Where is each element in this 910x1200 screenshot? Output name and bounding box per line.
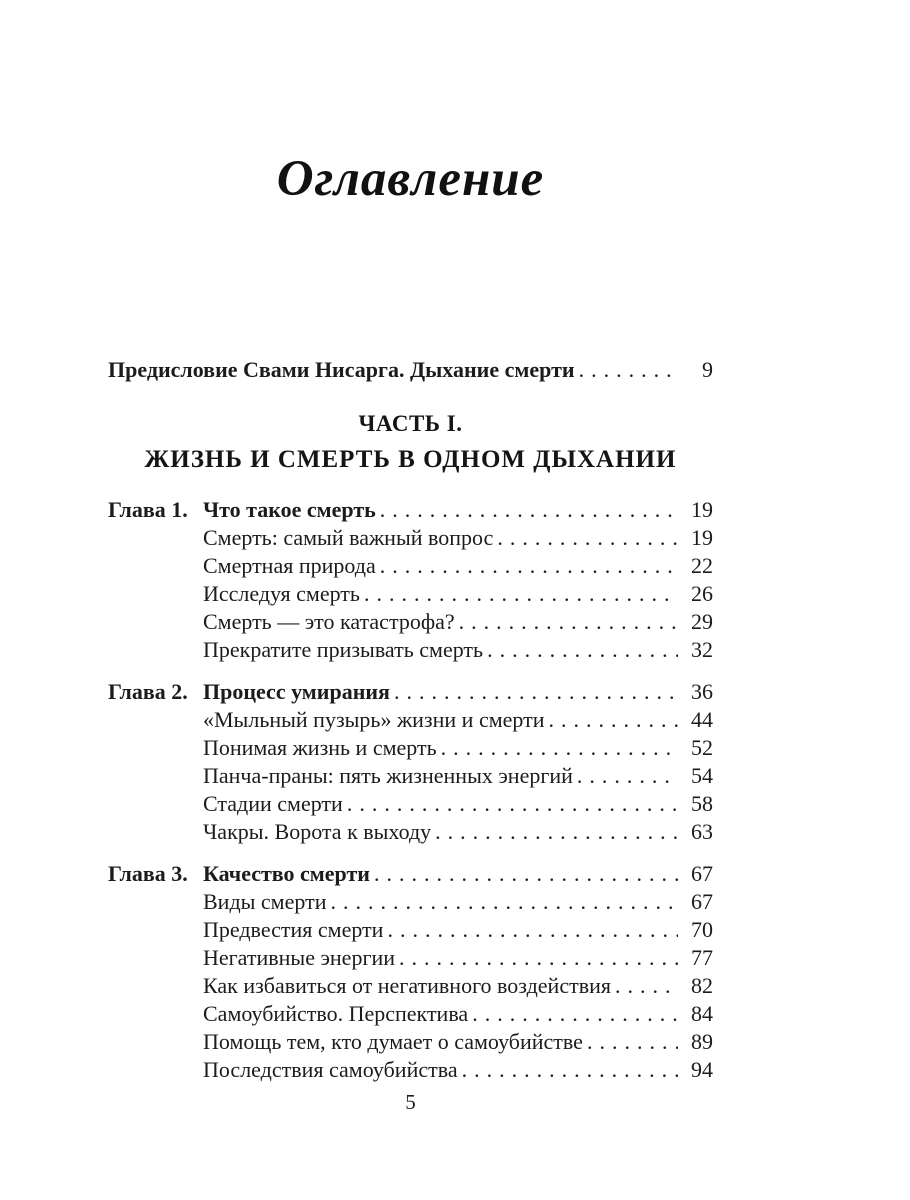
- chapter-label: Глава 2.: [108, 679, 188, 704]
- chapter-block: [108, 678, 713, 846]
- toc-entry: [108, 636, 713, 664]
- section-title: Предвестия смерти: [203, 917, 384, 942]
- section-title: Исследуя смерть: [203, 581, 360, 606]
- page-ref: 9: [702, 357, 713, 382]
- toc-entry: [108, 972, 713, 1000]
- toc-entry: [108, 1028, 713, 1056]
- toc-entry: [108, 888, 713, 916]
- dot-leader: [579, 356, 678, 384]
- section-title: Последствия самоубийства: [203, 1057, 458, 1082]
- dot-leader: [435, 818, 678, 846]
- dot-leader: [462, 1056, 678, 1084]
- section-title: Негативные энергии: [203, 945, 396, 970]
- section-title: Смерть: самый важный вопрос: [203, 525, 494, 550]
- toc-entry: [108, 860, 713, 888]
- dot-leader: [380, 496, 678, 524]
- dot-leader: [615, 972, 678, 1000]
- page-ref: 77: [691, 945, 713, 970]
- part-number: ЧАСТЬ I.: [358, 411, 463, 436]
- dot-leader: [472, 1000, 678, 1028]
- page-ref: 89: [691, 1029, 713, 1054]
- toc-entry: [108, 916, 713, 944]
- page-ref: 32: [691, 637, 713, 662]
- page-ref: 44: [691, 707, 713, 732]
- page-ref: 36: [691, 679, 713, 704]
- toc-entry: [108, 944, 713, 972]
- dot-leader: [364, 580, 678, 608]
- page-ref: 26: [691, 581, 713, 606]
- section-title: Панча-праны: пять жизненных энергий: [203, 763, 573, 788]
- dot-leader: [374, 860, 678, 888]
- dot-leader: [394, 678, 678, 706]
- chapter-block: [108, 496, 713, 664]
- section-title: Самоубийство. Перспектива: [203, 1001, 469, 1026]
- page-ref: 29: [691, 609, 713, 634]
- section-title: Прекратите призывать смерть: [203, 637, 484, 662]
- section-title: Понимая жизнь и смерть: [203, 735, 437, 760]
- dot-leader: [387, 916, 678, 944]
- section-title: Смертная природа: [203, 553, 376, 578]
- toc-entry: [108, 608, 713, 636]
- section-title: Помощь тем, кто думает о самоубийстве: [203, 1029, 583, 1054]
- toc-entry: [108, 552, 713, 580]
- section-title: «Мыльный пузырь» жизни и смерти: [203, 707, 545, 732]
- dot-leader: [497, 524, 678, 552]
- page-ref: 94: [691, 1057, 713, 1082]
- toc-entry: [108, 496, 713, 524]
- page-ref: 67: [691, 889, 713, 914]
- toc-entry: [108, 790, 713, 818]
- dot-leader: [330, 888, 678, 916]
- chapter-label: Глава 3.: [108, 861, 188, 886]
- chapter-title: Что такое смерть: [203, 497, 376, 522]
- chapter-title: Качество смерти: [203, 861, 370, 886]
- chapter-block: [108, 860, 713, 1084]
- dot-leader: [577, 762, 678, 790]
- folio-page-number: 5: [405, 1090, 416, 1114]
- page-ref: 19: [691, 525, 713, 550]
- toc-entry: [108, 762, 713, 790]
- preface-title: Предисловие Свами Нисарга. Дыхание смерти: [108, 357, 575, 382]
- toc-entry: [108, 706, 713, 734]
- page-ref: 67: [691, 861, 713, 886]
- chapter-list: [108, 496, 713, 1098]
- dot-leader: [441, 734, 678, 762]
- dot-leader: [459, 608, 678, 636]
- page-ref: 52: [691, 735, 713, 760]
- toc-entry: [108, 524, 713, 552]
- toc-entry: [108, 1056, 713, 1084]
- section-title: Смерть — это катастрофа?: [203, 609, 455, 634]
- chapter-title: Процесс умирания: [203, 679, 390, 704]
- toc-entry: [108, 678, 713, 706]
- toc-entry: [108, 1000, 713, 1028]
- toc-entry: [108, 580, 713, 608]
- page-ref: 70: [691, 917, 713, 942]
- section-title: Виды смерти: [203, 889, 327, 914]
- page-ref: 82: [691, 973, 713, 998]
- toc-entry: [108, 734, 713, 762]
- section-title: Как избавиться от негативного воздействия: [203, 973, 611, 998]
- dot-leader: [549, 706, 679, 734]
- page-ref: 58: [691, 791, 713, 816]
- section-title: Стадии смерти: [203, 791, 343, 816]
- chapter-label: Глава 1.: [108, 497, 188, 522]
- page-ref: 22: [691, 553, 713, 578]
- dot-leader: [380, 552, 678, 580]
- section-title: Чакры. Ворота к выходу: [203, 819, 432, 844]
- page-ref: 63: [691, 819, 713, 844]
- dot-leader: [399, 944, 678, 972]
- page-title: Оглавление: [276, 151, 545, 207]
- dot-leader: [487, 636, 678, 664]
- part-header: [108, 410, 713, 475]
- page-ref: 19: [691, 497, 713, 522]
- toc-entry: [108, 818, 713, 846]
- dot-leader: [347, 790, 678, 818]
- page-ref: 54: [691, 763, 713, 788]
- page-ref: 84: [691, 1001, 713, 1026]
- part-title: ЖИЗНЬ И СМЕРТЬ В ОДНОМ ДЫХАНИИ: [144, 446, 677, 473]
- dot-leader: [587, 1028, 678, 1056]
- toc-entry-preface: [108, 356, 713, 384]
